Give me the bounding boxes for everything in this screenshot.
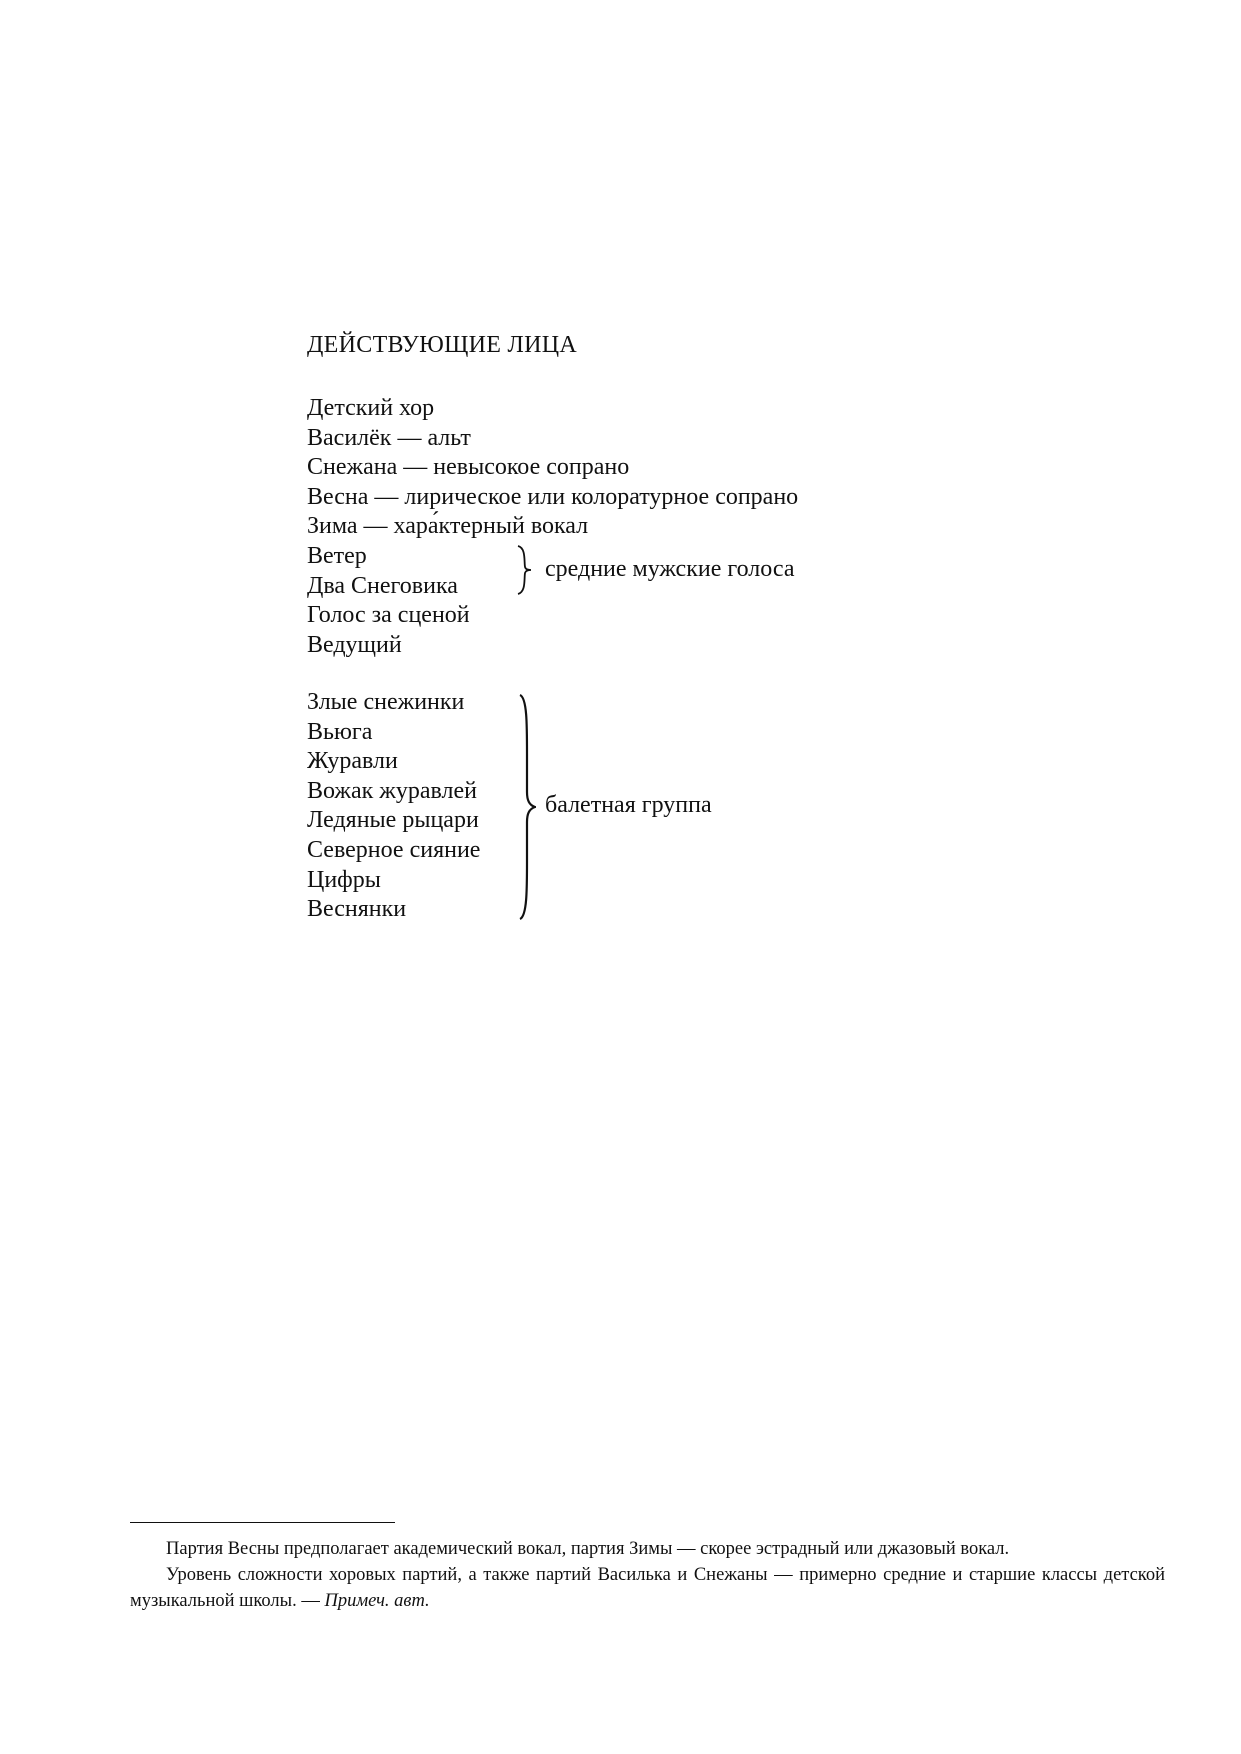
curly-brace-small <box>516 545 532 595</box>
footnote-paragraph-2-text: Уровень сложности хоровых партий, а также партий Василька и Снежаны — примерно средние и старшие классы детской музыкальной школы. — <box>130 1565 1165 1611</box>
cast-item: Северное сияние <box>307 836 481 863</box>
cast-item: Веснянки <box>307 896 407 923</box>
footnote-divider <box>130 1522 395 1523</box>
cast-item: Голос за сценой <box>307 602 470 629</box>
brace-label-ballet-group: балетная группа <box>545 792 712 818</box>
cast-item: Цифры <box>307 866 381 893</box>
cast-item: Вьюга <box>307 718 373 745</box>
curly-brace-large <box>518 694 536 920</box>
cast-item: Злые снежинки <box>307 689 465 715</box>
cast-list-vocal <box>307 394 798 660</box>
footnote-paragraph-1: Партия Весны предполагает академический вокал, партия Зимы — скорее эстрадный или джазовый вокал. <box>166 1539 1010 1559</box>
page-heading: ДЕЙСТВУЮЩИЕ ЛИЦА <box>307 332 578 358</box>
cast-item: Детский хор <box>307 395 435 421</box>
cast-item: Журавли <box>307 748 398 775</box>
footnote <box>130 1536 1165 1614</box>
cast-item: Ледяные рыцари <box>307 807 479 834</box>
footnote-paragraph-2 <box>130 1562 1165 1614</box>
cast-list-ballet <box>307 688 480 925</box>
cast-item: Вожак журавлей <box>307 777 478 804</box>
cast-item: Два Снеговика <box>307 572 458 599</box>
cast-item: Зима — хара́ктерный вокал <box>307 513 589 540</box>
brace-label-male-voices: средние мужские голоса <box>545 556 795 582</box>
cast-item: Снежана — невысокое сопрано <box>307 454 630 481</box>
footnote-author-note: Примеч. авт. <box>324 1591 430 1611</box>
cast-item: Весна — лирическое или колоратурное сопрано <box>307 483 799 510</box>
cast-item: Ведущий <box>307 631 402 658</box>
cast-item: Ветер <box>307 542 367 569</box>
cast-item: Василёк — альт <box>307 424 471 451</box>
